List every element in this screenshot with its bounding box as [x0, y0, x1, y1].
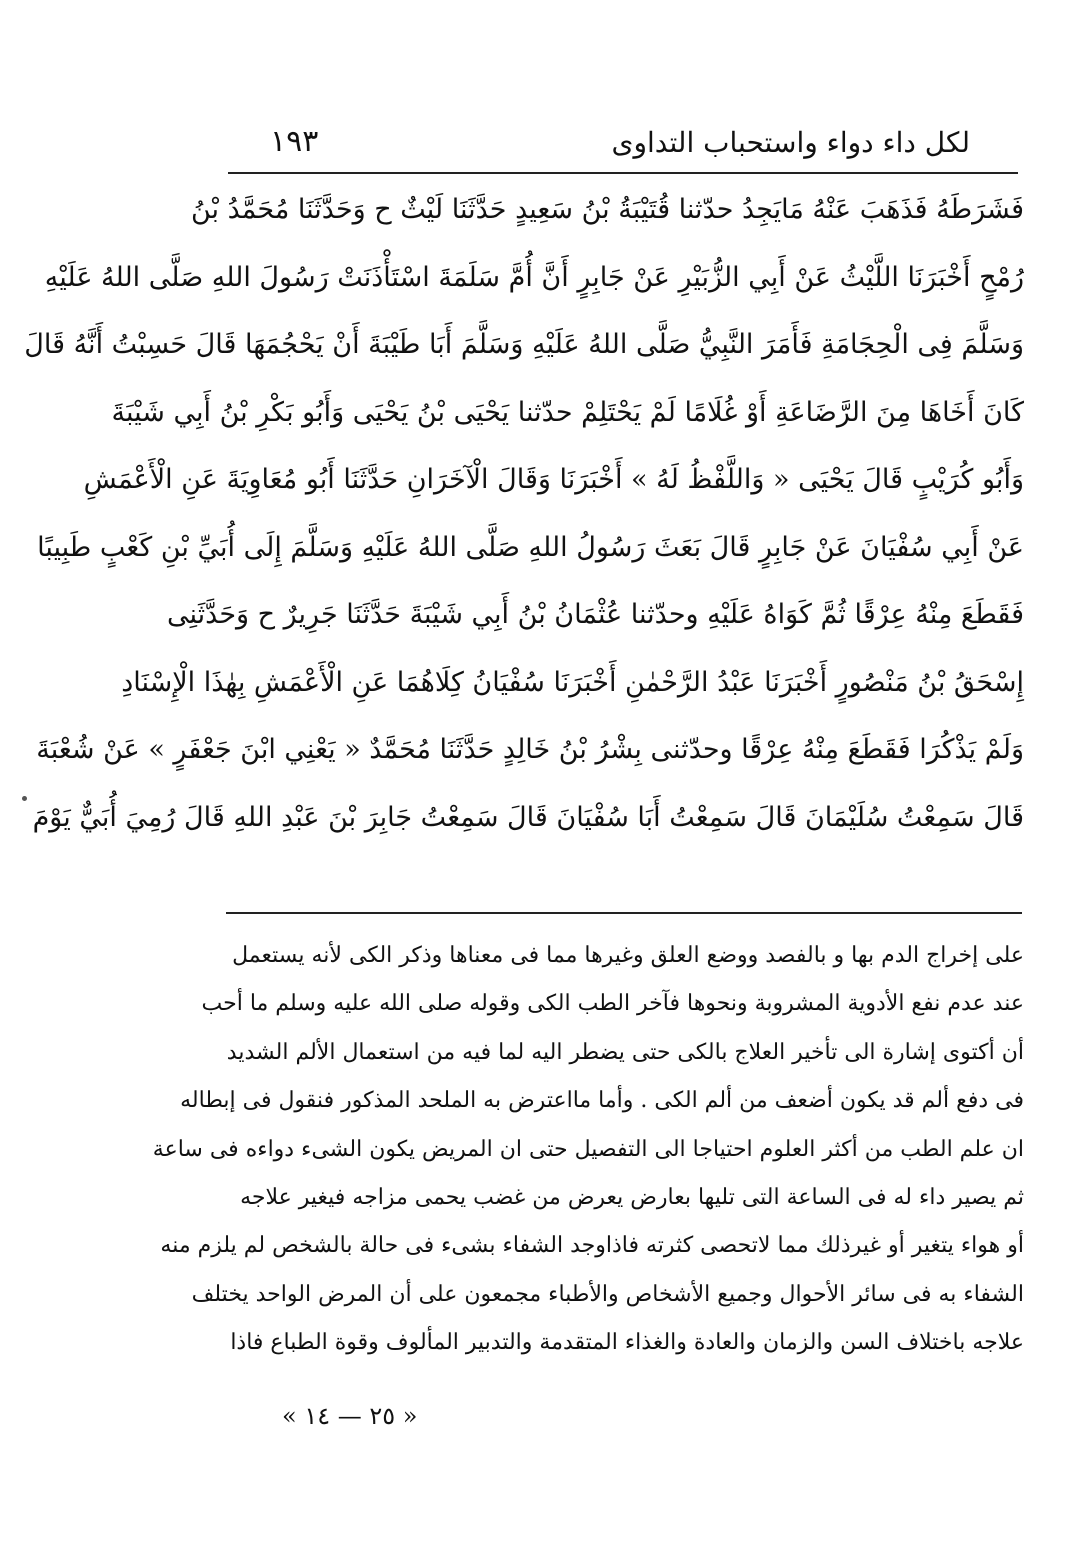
header-title: لكل داء دواء واستحباب التداوى	[611, 126, 970, 159]
margin-mark	[22, 796, 27, 801]
hadith-line: قَالَ سَمِعْتُ سُلَيْمَانَ قَالَ سَمِعْتُ أَبَا سُفْيَانَ قَالَ سَمِعْتُ جَابِرَ بْنَ عَبْدِ اللهِ قَالَ رُمِيَ أُبَيٌّ يَوْمَ	[32, 801, 1024, 833]
printer-signature: « ٢٥ — ١٤ »	[282, 1402, 418, 1430]
header-divider	[228, 172, 1018, 174]
hadith-line: وَسَلَّمَ فِى الْحِجَامَةِ فَأَمَرَ النَّبِيُّ صَلَّى اللهُ عَلَيْهِ وَسَلَّمَ أَبَا طَيْبَةَ أَنْ يَحْجُمَهَا قَالَ حَسِبْتُ أَنَّهُ قَالَ	[24, 329, 1024, 360]
hadith-line: وَلَمْ يَذْكُرَا فَقَطَعَ مِنْهُ عِرْقًا وحدّثنى بِشْرُ بْنُ خَالِدٍ حَدَّثَنَا مُحَمَّدٌ « يَعْنِي ابْنَ جَعْفَرٍ » عَنْ شُعْبَةَ	[36, 734, 1024, 765]
hadith-line: وَأَبُو كُرَيْبٍ قَالَ يَحْيَى « وَاللَّفْظُ لَهُ » أَخْبَرَنَا وَقَالَ الْآخَرَانِ حَدَّثَنَا أَبُو مُعَاوِيَةَ عَنِ الْأَعْمَشِ	[83, 464, 1024, 495]
commentary-block	[152, 932, 1024, 1368]
commentary-line: عند عدم نفع الأدوية المشروبة ونحوها فآخر الطب الكى وقوله صلى الله عليه وسلم ما أحب	[201, 991, 1024, 1017]
page-number: ١٩٣	[270, 124, 319, 159]
commentary-line: فى دفع ألم قد يكون أضعف من ألم الكى . وأما مااعترض به الملحد المذكور فنقول فى إبطاله	[180, 1088, 1024, 1114]
running-header	[230, 120, 1010, 168]
commentary-line: أن أكتوى إشارة الى تأخير العلاج بالكى حتى يضطر اليه لما فيه من استعمال الألم الشديد	[226, 1039, 1024, 1065]
hadith-line: فَقَطَعَ مِنْهُ عِرْقًا ثُمَّ كَوَاهُ عَلَيْهِ وحدّثنا عُثْمَانُ بْنُ أَبِي شَيْبَةَ حَدَّثَنَا جَرِيرٌ ح وَحَدَّثَنِى	[166, 599, 1024, 630]
commentary-line: ثم يصير داء له فى الساعة التى تليها بعارض يعرض من غضب يحمى مزاجه فيغير علاجه	[240, 1184, 1024, 1210]
hadith-line: إِسْحَقُ بْنُ مَنْصُورٍ أَخْبَرَنَا عَبْدُ الرَّحْمٰنِ أَخْبَرَنَا سُفْيَانُ كِلَاهُمَا عَنِ الْأَعْمَشِ بِهٰذَا الْإِسْنَادِ	[121, 666, 1024, 698]
commentary-line: ان علم الطب من أكثر العلوم احتياجا الى التفصيل حتى ان المريض يكون الشىء دواءه فى ساعة	[152, 1136, 1024, 1162]
hadith-line: فَشَرَطَهُ فَذَهَبَ عَنْهُ مَايَجِدُ حدّثنا قُتَيْبَةُ بْنُ سَعِيدٍ حَدَّثَنَا لَيْثٌ ح وَحَدَّثَنَا مُحَمَّدُ بْنُ	[190, 194, 1024, 225]
hadith-line: رُمْحٍ أَخْبَرَنَا اللَّيْثُ عَنْ أَبِي الزُّبَيْرِ عَنْ جَابِرٍ أَنَّ أُمَّ سَلَمَةَ اسْتَأْذَنَتْ رَسُولَ اللهِ صَلَّى اللهُ عَلَيْهِ	[44, 261, 1024, 293]
hadith-line: عَنْ أَبِي سُفْيَانَ عَنْ جَابِرٍ قَالَ بَعَثَ رَسُولُ اللهِ صَلَّى اللهُ عَلَيْهِ وَسَلَّمَ إِلَى أُبَيِّ بْنِ كَعْبٍ طَبِيبًا	[37, 531, 1024, 563]
commentary-line: أو هواء يتغير أو غيرذلك مما لاتحصى كثرته فاذاوجد الشفاء بشىء فى حالة بالشخص لم يلزم منه	[160, 1233, 1024, 1259]
commentary-divider	[226, 912, 1022, 914]
hadith-line: كَانَ أَخَاهَا مِنَ الرَّضَاعَةِ أَوْ غُلَامًا لَمْ يَحْتَلِمْ حدّثنا يَحْيَى بْنُ يَحْيَى وَأَبُو بَكْرِ بْنُ أَبِي شَيْبَةَ	[111, 396, 1024, 428]
commentary-line: الشفاء به فى سائر الأحوال وجميع الأشخاص والأطباء مجمعون على أن المرض الواحد يختلف	[191, 1281, 1024, 1307]
commentary-line: على إخراج الدم بها و بالفصد ووضع العلق وغيرها مما فى معناها وذكر الكى لأنه يستعمل	[232, 943, 1024, 968]
commentary-line: علاجه باختلاف السن والزمان والعادة والغذاء المتقدمة والتدبير المألوف وقوة الطباع فاذا	[230, 1330, 1024, 1356]
hadith-text-block	[24, 176, 1024, 851]
